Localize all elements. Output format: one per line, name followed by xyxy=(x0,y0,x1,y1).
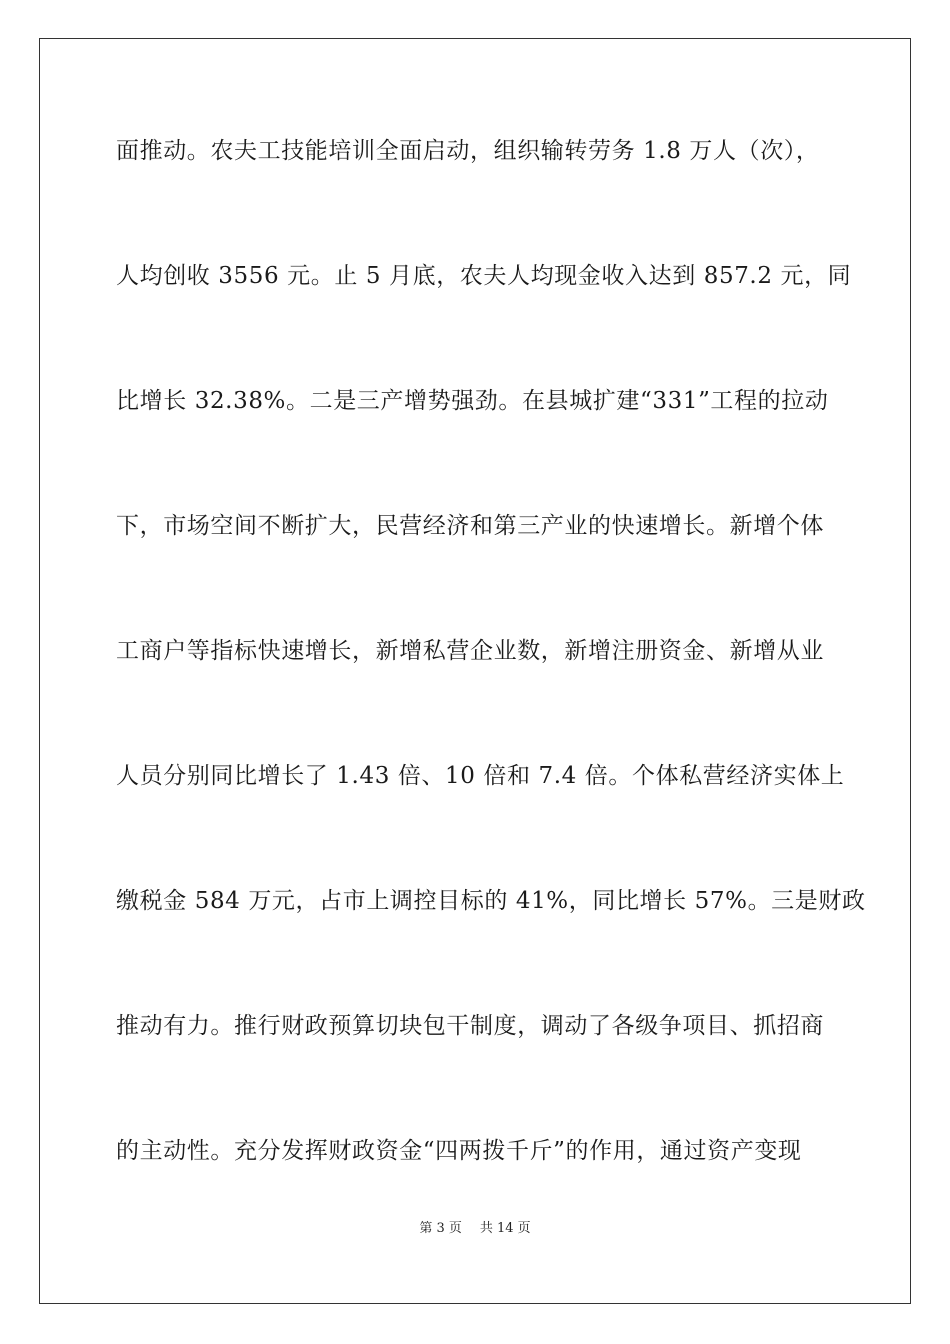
text-line: 人员分别同比增长了 1.43 倍、10 倍和 7.4 倍。个体私营经济实体上 xyxy=(116,763,845,789)
text-line: 工商户等指标快速增长，新增私营企业数，新增注册资金、新增从业 xyxy=(116,638,824,664)
page-footer xyxy=(0,1220,950,1238)
text-line: 下，市场空间不断扩大，民营经济和第三产业的快速增长。新增个体 xyxy=(116,513,824,539)
text-line: 缴税金 584 万元，占市上调控目标的 41%，同比增长 57%。三是财政 xyxy=(116,888,866,914)
text-line: 推动有力。推行财政预算切块包干制度，调动了各级争项目、抓招商 xyxy=(116,1013,824,1039)
page-total: 共 14 页 xyxy=(479,1221,531,1236)
text-line: 面推动。农夫工技能培训全面启动，组织输转劳务 1.8 万人（次）， xyxy=(116,138,820,164)
text-line: 的主动性。充分发挥财政资金“四两拨千斤”的作用，通过资产变现 xyxy=(116,1138,802,1164)
text-line: 人均创收 3556 元。止 5 月底，农夫人均现金收入达到 857.2 元，同 xyxy=(116,263,852,289)
page-number: 第 3 页 xyxy=(419,1221,462,1236)
text-line: 比增长 32.38%。二是三产增势强劲。在县城扩建“331”工程的拉动 xyxy=(116,388,829,414)
page-border xyxy=(39,38,911,1304)
